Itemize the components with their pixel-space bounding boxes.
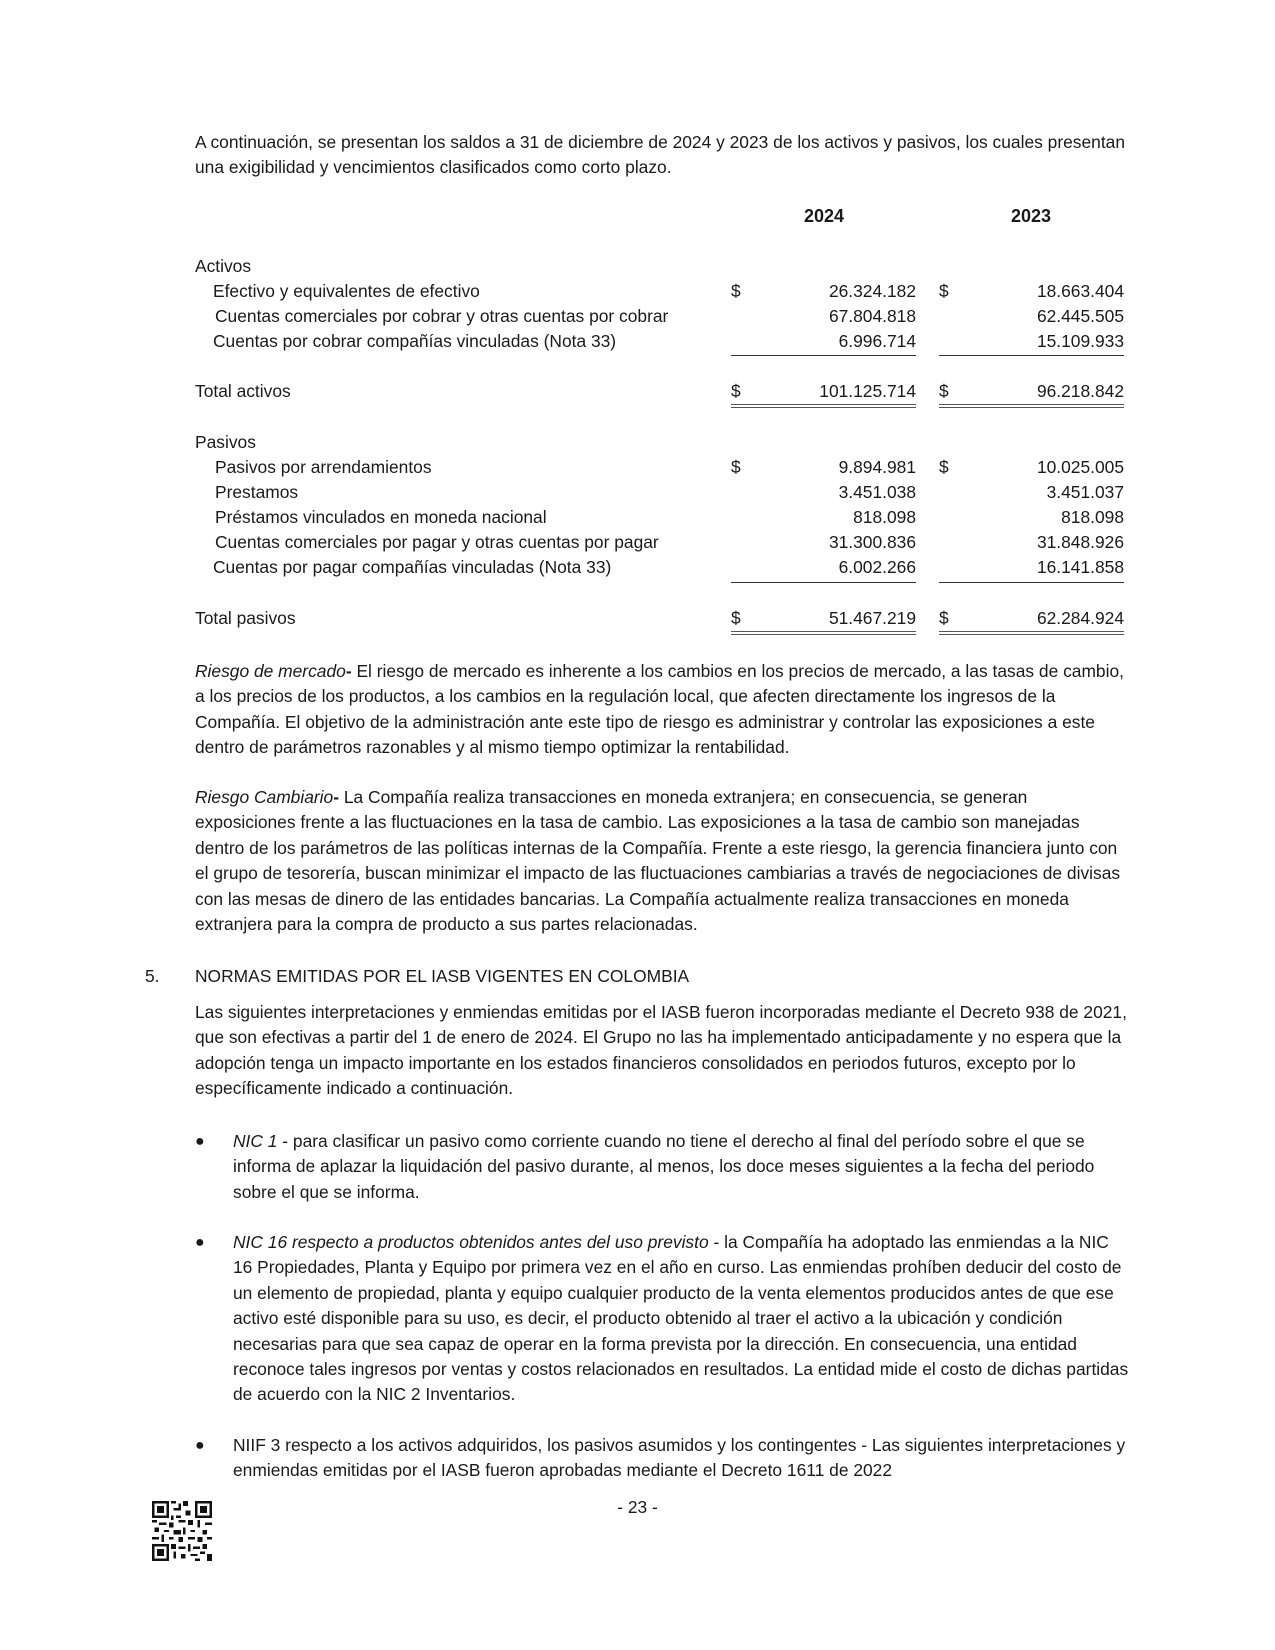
row-label: Cuentas por pagar compañías vinculadas (Nota 33): [213, 557, 612, 577]
bullet-lead: NIC 16 respecto a productos obtenidos antes del uso previsto: [233, 1232, 709, 1252]
bullet-item: [233, 1230, 1133, 1408]
subtotal-rule-2023: [939, 355, 1124, 356]
currency-symbol: $: [939, 281, 949, 301]
row-label: Préstamos vinculados en moneda nacional: [215, 507, 547, 527]
column-header-2024: 2024: [803, 206, 845, 226]
currency-symbol: $: [731, 608, 741, 628]
page-number: - 23 -: [617, 1497, 658, 1517]
total-liabilities-2023: 62.284.924: [1036, 608, 1124, 628]
value-2023: 62.445.505: [1036, 306, 1124, 326]
row-label: Cuentas comerciales por cobrar y otras cuentas por cobrar: [215, 306, 669, 326]
value-2023: 10.025.005: [1036, 457, 1124, 477]
row-label: Pasivos por arrendamientos: [215, 457, 432, 477]
bullet-item: [233, 1433, 1133, 1484]
fx-risk-dash: -: [333, 787, 340, 807]
value-2024: 3.451.038: [838, 482, 916, 502]
section-title: NORMAS EMITIDAS POR EL IASB VIGENTES EN COLOMBIA: [195, 966, 690, 986]
value-2024: 9.894.981: [838, 457, 916, 477]
bullet-body: - la Compañía ha adoptado las enmiendas a la NIC 16 Propiedades, Planta y Equipo por primera vez en el año en curso. Las enmiendas prohíben deducir del costo de un elemento de propiedad, planta y equipo cualquier producto de la venta elementos producidos antes de que ese activo esté disponible para su uso, es decir, el producto obtenido al traer el activo a la ubicación y condición necesarias para que sea capaz de operar en la forma prevista por la dirección. En consecuencia, una entidad reconoce tales ingresos por ventas y costos relacionados en resultados. La entidad mide el costo de dichas partidas de acuerdo con la NIC 2 Inventarios.: [233, 1232, 1129, 1405]
market-risk-paragraph: [195, 659, 1130, 761]
bullet-body: NIIF 3 respecto a los activos adquiridos, los pasivos asumidos y los contingentes - Las siguientes interpretaciones y enmiendas emitidas por el IASB fueron aprobadas mediante el Decreto 1611 de 2022: [233, 1435, 1126, 1481]
assets-heading-row: [0, 256, 1275, 281]
market-risk-body: El riesgo de mercado es inherente a los cambios en los precios de mercado, a las tasas de cambio, a los precios de los productos, a los cambios en la regulación local, que afecten directamente los ingresos de la Compañía. El objetivo de la administración ante este tipo de riesgo es administrar y controlar las exposiciones a este dentro de parámetros razonables y al mismo tiempo optimizar la rentabilidad.: [195, 661, 1124, 758]
row-label: Cuentas comerciales por pagar y otras cuentas por pagar: [215, 532, 659, 552]
subtotal-rule-2024: [731, 582, 916, 583]
total-row: [0, 381, 1275, 406]
total-double-rule-2024: [731, 404, 916, 408]
value-2024: 6.002.266: [838, 557, 916, 577]
intro-paragraph: A continuación, se presentan los saldos a 31 de diciembre de 2024 y 2023 de los activos y pasivos, los cuales presentan una exigibilidad y vencimientos clasificados como corto plazo.: [195, 132, 1126, 178]
value-2023: 818.098: [1061, 507, 1124, 527]
table-row: [0, 482, 1275, 507]
bullet-item: [233, 1129, 1133, 1205]
total-double-rule-2023: [939, 631, 1124, 635]
value-2023: 18.663.404: [1036, 281, 1124, 301]
row-label: Cuentas por cobrar compañías vinculadas (Nota 33): [213, 331, 617, 351]
table-row: [0, 507, 1275, 532]
qr-code-icon: [152, 1501, 212, 1561]
table-row: [0, 532, 1275, 557]
column-header-2023: 2023: [1010, 206, 1052, 226]
bullet-icon: ●: [195, 1437, 205, 1454]
total-assets-2024: 101.125.714: [819, 381, 916, 401]
total-assets-2023: 96.218.842: [1036, 381, 1124, 401]
market-risk-dash: -: [345, 661, 352, 681]
total-assets-label: Total activos: [195, 381, 291, 401]
section-intro: Las siguientes interpretaciones y enmiendas emitidas por el IASB fueron incorporadas mediante el Decreto 938 de 2021, que son efectivas a partir del 1 de enero de 2024. El Grupo no las ha implementado anticipadamente y no espera que la adopción tenga un impacto importante en los estados financieros consolidados en periodos futuros, excepto por lo específicamente indicado a continuación.: [195, 1002, 1127, 1099]
liabilities-heading-row: [0, 432, 1275, 457]
fx-risk-paragraph: [195, 785, 1130, 937]
currency-symbol: $: [731, 381, 741, 401]
value-2024: 26.324.182: [828, 281, 916, 301]
table-row: [0, 557, 1275, 582]
bullet-lead: NIC 1: [233, 1131, 278, 1151]
currency-symbol: $: [731, 281, 741, 301]
subtotal-rule-2023: [939, 582, 1124, 583]
value-2023: 31.848.926: [1036, 532, 1124, 552]
subtotal-rule-2024: [731, 355, 916, 356]
total-double-rule-2024: [731, 631, 916, 635]
value-2024: 6.996.714: [838, 331, 916, 351]
currency-symbol: $: [939, 381, 949, 401]
value-2023: 15.109.933: [1036, 331, 1124, 351]
table-row: [0, 331, 1275, 356]
section-number: 5.: [145, 966, 160, 986]
value-2023: 16.141.858: [1036, 557, 1124, 577]
fx-risk-title: Riesgo Cambiario: [195, 787, 334, 807]
row-label: Prestamos: [215, 482, 299, 502]
currency-symbol: $: [939, 608, 949, 628]
bullet-icon: ●: [195, 1234, 205, 1251]
bullet-icon: ●: [195, 1133, 205, 1150]
value-2024: 31.300.836: [828, 532, 916, 552]
bullet-body: - para clasificar un pasivo como corriente cuando no tiene el derecho al final del período sobre el que se informa de aplazar la liquidación del pasivo durante, al menos, los doce meses siguientes a la fecha del periodo sobre el que se informa.: [233, 1131, 1095, 1202]
table-row: [0, 457, 1275, 482]
row-label: Efectivo y equivalentes de efectivo: [213, 281, 480, 301]
assets-heading: Activos: [195, 256, 252, 276]
market-risk-title: Riesgo de mercado: [195, 661, 346, 681]
total-double-rule-2023: [939, 404, 1124, 408]
total-liabilities-label: Total pasivos: [195, 608, 296, 628]
currency-symbol: $: [939, 457, 949, 477]
total-row: [0, 608, 1275, 633]
value-2023: 3.451.037: [1046, 482, 1124, 502]
liabilities-heading: Pasivos: [195, 432, 256, 452]
value-2024: 818.098: [853, 507, 916, 527]
table-row: [0, 306, 1275, 331]
table-row: [0, 281, 1275, 306]
currency-symbol: $: [731, 457, 741, 477]
fx-risk-body: La Compañía realiza transacciones en moneda extranjera; en consecuencia, se generan exposiciones frente a las fluctuaciones en la tasa de cambio. Las exposiciones a la tasa de cambio son manejadas dentro de los parámetros de las políticas internas de la Compañía. Frente a este riesgo, la gerencia financiera junto con el grupo de tesorería, buscan minimizar el impacto de las fluctuaciones cambiarias a través de negociaciones de divisas con las mesas de dinero de las entidades bancarias. La Compañía actualmente realiza transacciones en moneda extranjera para la compra de producto a sus partes relacionadas.: [195, 787, 1121, 935]
total-liabilities-2024: 51.467.219: [828, 608, 916, 628]
value-2024: 67.804.818: [828, 306, 916, 326]
